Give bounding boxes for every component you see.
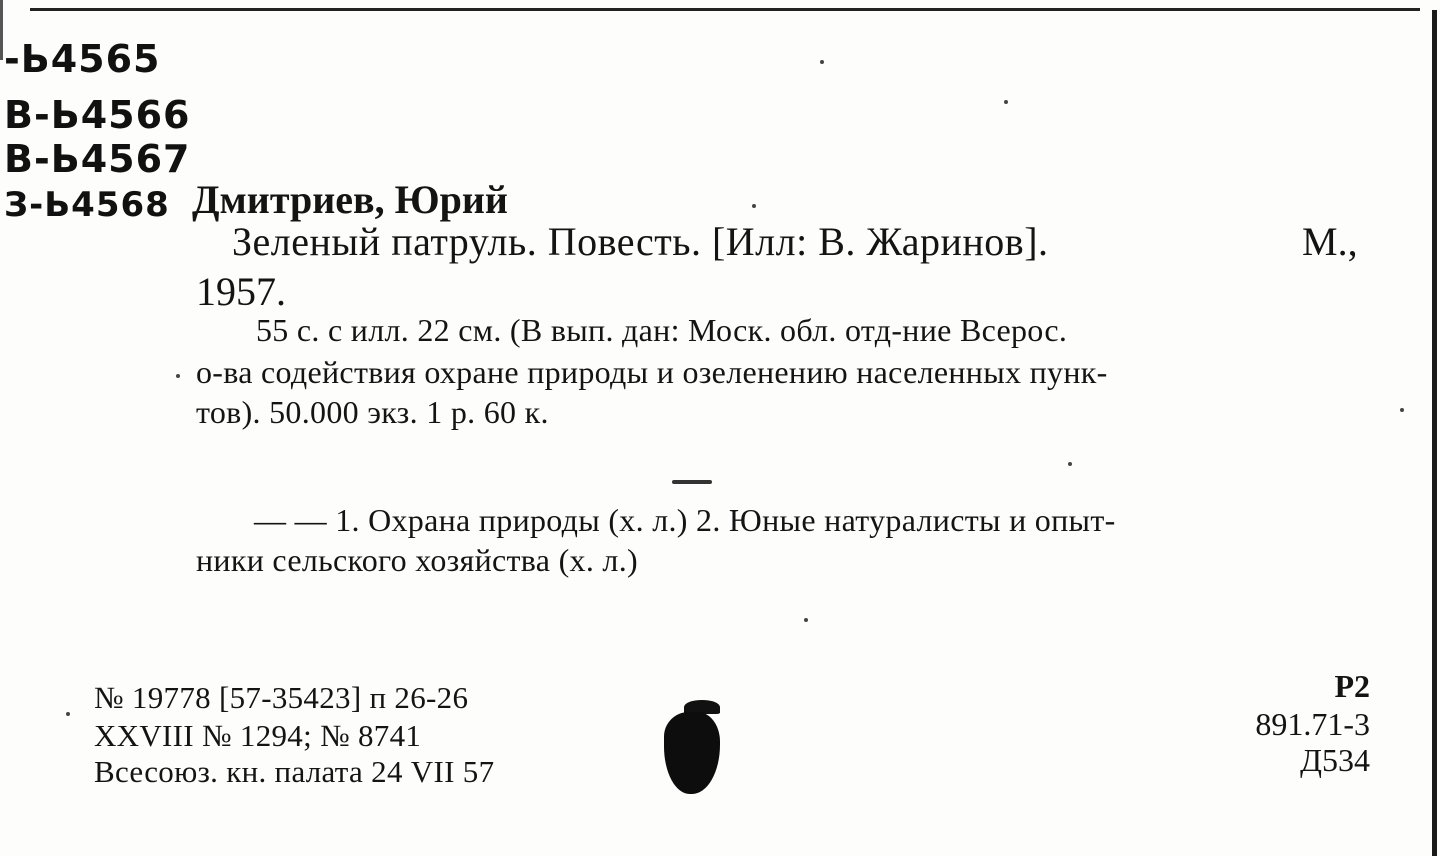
subject-line-1: — — 1. Охрана природы (х. л.) 2. Юные натуралисты и опыт- <box>254 502 1116 538</box>
speck <box>752 204 756 208</box>
physical-description-line-3: тов). 50.000 экз. 1 р. 60 к. <box>196 394 549 430</box>
publication-place: М., <box>1302 219 1358 264</box>
speck <box>820 60 824 64</box>
imprint-line-2: XXVIII № 1294; № 8741 <box>94 718 422 753</box>
card-left-edge <box>0 0 3 60</box>
handwritten-call-number-4: З-Ь4568 <box>4 185 170 225</box>
speck <box>804 618 808 622</box>
handwritten-call-number-1: -Ь4565 <box>4 37 161 81</box>
author-mark: Д534 <box>1300 742 1370 778</box>
physical-description-line-1: 55 с. с илл. 22 см. (В вып. дан: Моск. обл. отд-ние Всерос. <box>256 312 1068 348</box>
speck <box>176 374 180 378</box>
speck <box>1004 100 1008 104</box>
imprint-line-3: Всесоюз. кн. палата 24 VII 57 <box>94 754 495 789</box>
card-right-edge <box>1432 10 1437 856</box>
author-heading: Дмитриев, Юрий <box>192 177 508 222</box>
ink-mark <box>672 480 712 484</box>
classification-code: Р2 <box>1334 668 1370 704</box>
ink-blot <box>664 712 720 794</box>
speck <box>66 712 70 716</box>
card-top-edge <box>30 8 1420 11</box>
speck <box>1068 462 1072 466</box>
handwritten-call-number-2: В-Ь4566 <box>4 93 191 137</box>
speck <box>1400 408 1404 412</box>
publication-year: 1957. <box>196 269 286 314</box>
classification-number: 891.71-3 <box>1255 706 1370 742</box>
handwritten-call-number-3: В-Ь4567 <box>4 137 191 181</box>
physical-description-line-2: о-ва содействия охране природы и озеленению населенных пунк- <box>196 354 1108 390</box>
imprint-line-1: № 19778 [57-35423] п 26-26 <box>94 680 469 715</box>
title-statement: Зеленый патруль. Повесть. [Илл: В. Жаринов]. <box>232 219 1049 264</box>
subject-line-2: ники сельского хозяйства (х. л.) <box>196 542 638 578</box>
